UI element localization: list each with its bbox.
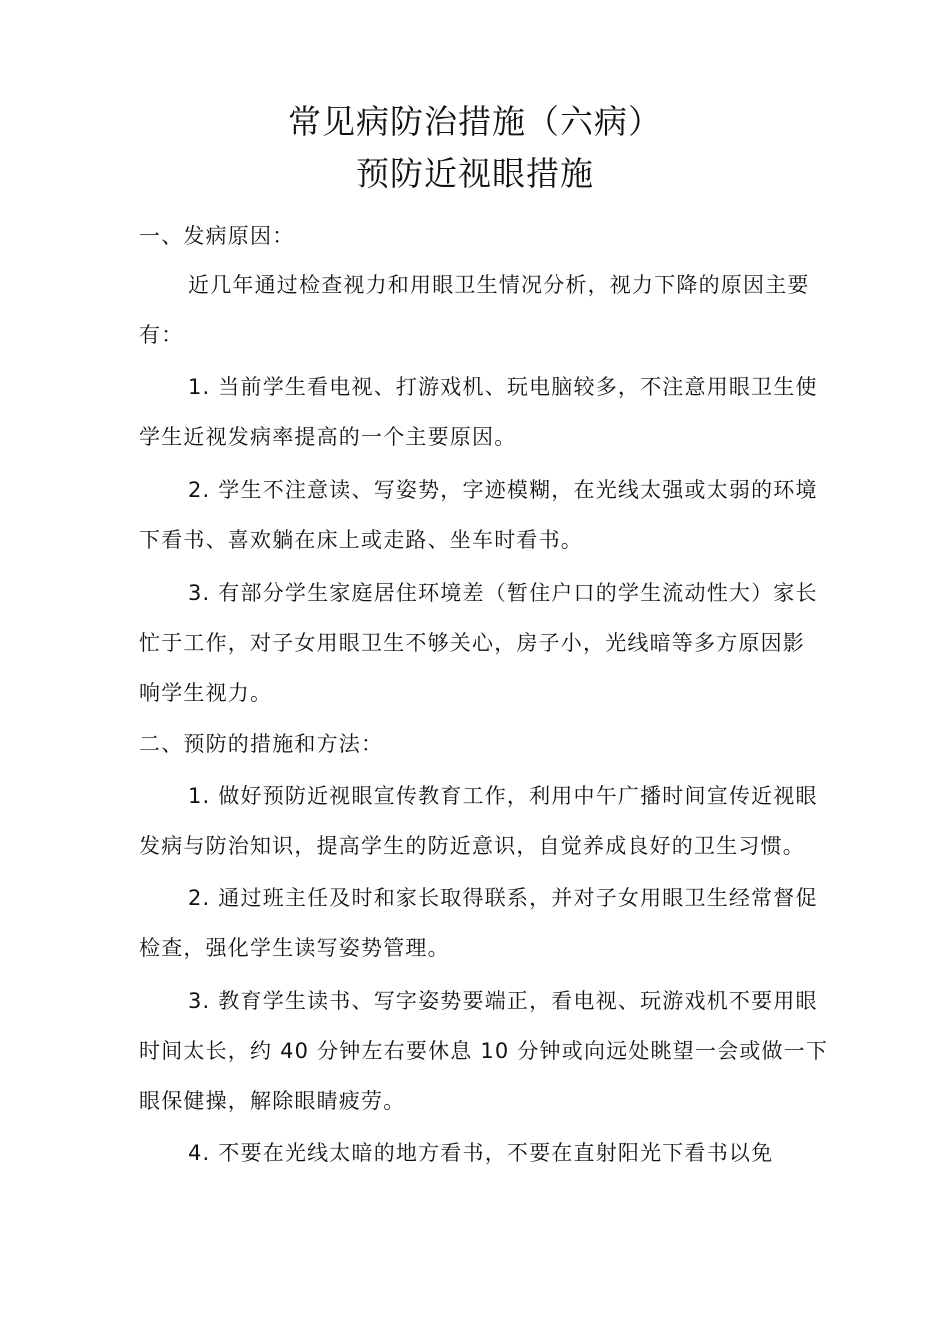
list-item-line: 4. 不要在光线太暗的地方看书，不要在直射阳光下看书以免 xyxy=(188,1141,774,1165)
list-item-line: 下看书、喜欢躺在床上或走路、坐车时看书。 xyxy=(139,528,583,552)
list-item-line: 发病与防治知识，提高学生的防近意识，自觉养成良好的卫生习惯。 xyxy=(139,834,805,858)
list-item-line: 时间太长，约 40 分钟左右要休息 10 分钟或向远处眺望一会或做一下 xyxy=(139,1039,829,1063)
document-subtitle: 预防近视眼措施 xyxy=(356,154,594,193)
paragraph-line: 有： xyxy=(139,323,184,347)
list-item-line: 1. 当前学生看电视、打游戏机、玩电脑较多，不注意用眼卫生使 xyxy=(188,375,818,399)
list-item-line: 检查，强化学生读写姿势管理。 xyxy=(139,936,450,960)
list-item-line: 2. 学生不注意读、写姿势，字迹模糊，在光线太强或太弱的环境 xyxy=(188,478,818,502)
list-item-line: 2. 通过班主任及时和家长取得联系，并对子女用眼卫生经常督促 xyxy=(188,886,818,910)
document-title: 常见病防治措施（六病） xyxy=(288,102,662,141)
list-item-line: 3. 教育学生读书、写字姿势要端正，看电视、玩游戏机不要用眼 xyxy=(188,989,818,1013)
list-item-line: 学生近视发病率提高的一个主要原因。 xyxy=(139,425,517,449)
paragraph-line: 近几年通过检查视力和用眼卫生情况分析，视力下降的原因主要 xyxy=(188,273,810,297)
list-item-line: 响学生视力。 xyxy=(139,681,273,705)
section-heading-causes: 一、发病原因： xyxy=(139,224,295,248)
list-item-line: 眼保健操，解除眼睛疲劳。 xyxy=(139,1089,406,1113)
section-heading-prevention: 二、预防的措施和方法： xyxy=(139,732,384,756)
list-item-line: 1. 做好预防近视眼宣传教育工作，利用中午广播时间宣传近视眼 xyxy=(188,784,818,808)
list-item-line: 3. 有部分学生家庭居住环境差（暂住户口的学生流动性大）家长 xyxy=(188,581,818,605)
list-item-line: 忙于工作，对子女用眼卫生不够关心，房子小，光线暗等多方原因影 xyxy=(139,631,805,655)
